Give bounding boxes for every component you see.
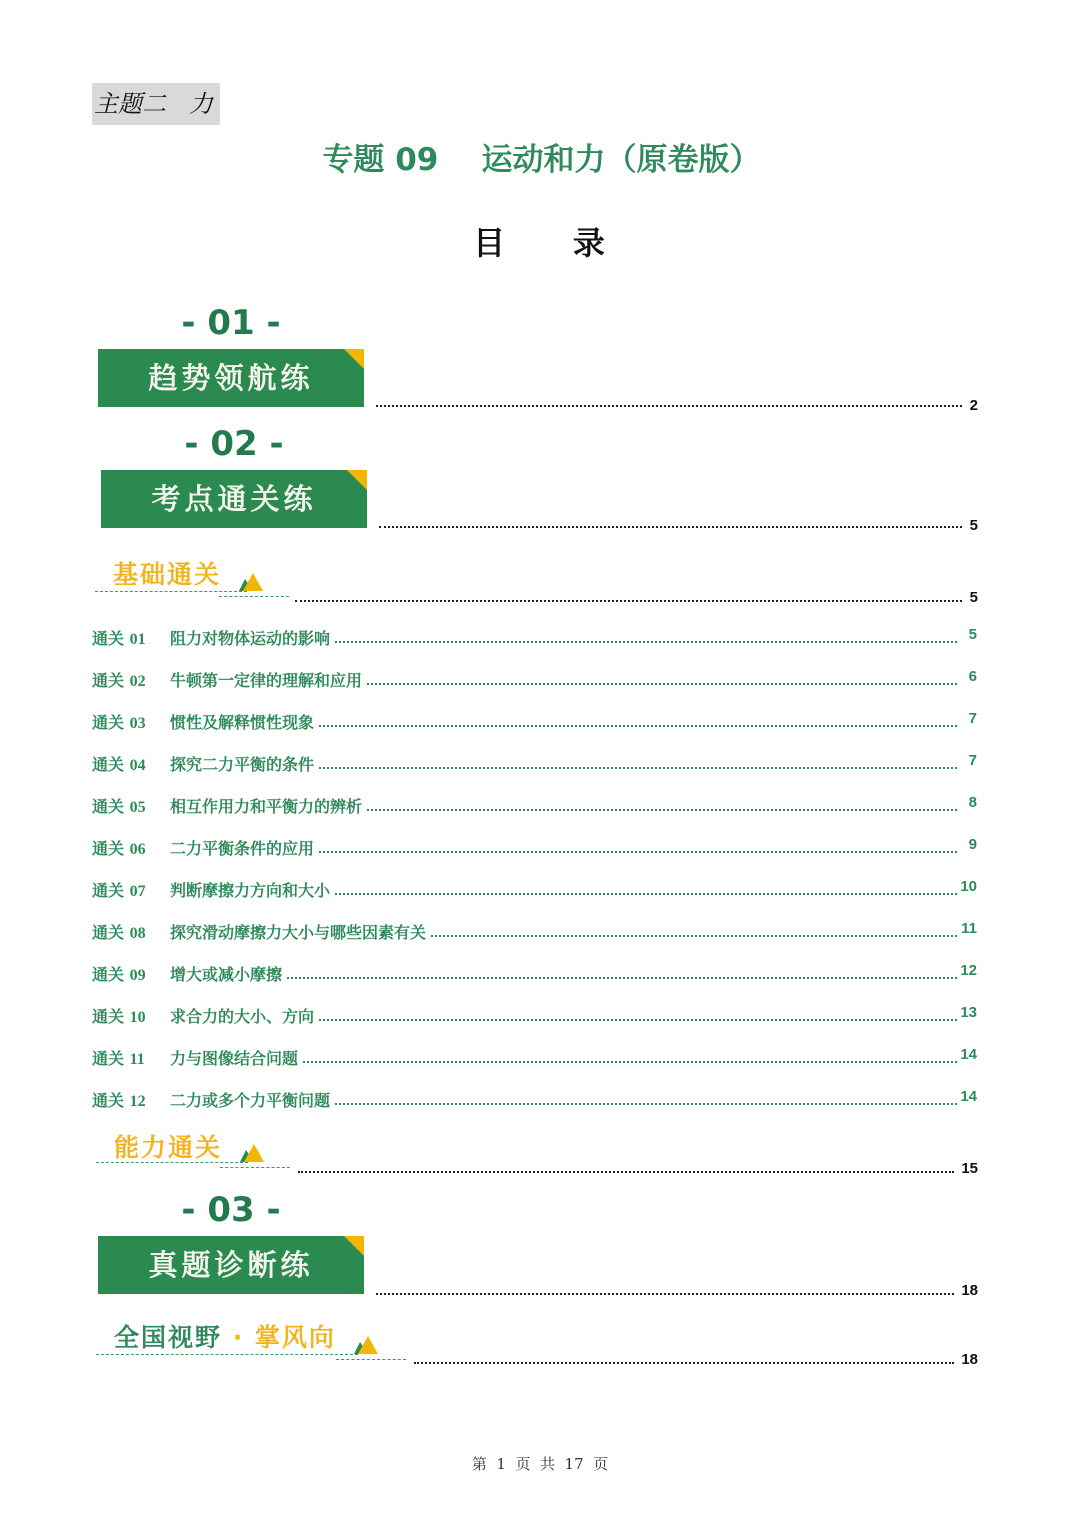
- entry-code: 通关 09: [92, 965, 146, 984]
- toc-entry[interactable]: [92, 752, 977, 776]
- toc-heading: 目 录: [473, 224, 607, 262]
- toc-entry[interactable]: [92, 920, 977, 944]
- toc-subsection-national[interactable]: [96, 1316, 978, 1372]
- section-number: - 03 -: [181, 1190, 281, 1230]
- section-banner-label: 真题诊断练: [148, 1248, 314, 1282]
- entry-title: 增大或减小摩擦: [170, 962, 285, 985]
- entry-title: 探究二力平衡的条件: [170, 752, 317, 775]
- page-number: 11: [961, 920, 977, 937]
- dot-leader: [170, 977, 957, 979]
- page-number: 7: [968, 710, 977, 727]
- corner-triangle-icon: [347, 470, 367, 490]
- dot-leader: [295, 600, 962, 602]
- toc-section-02[interactable]: [101, 424, 978, 534]
- corner-triangle-icon: [344, 1236, 364, 1256]
- page-number: 6: [968, 668, 977, 685]
- entry-code: 通关 02: [92, 671, 146, 690]
- section-banner-label: 考点通关练: [151, 482, 317, 516]
- entry-code: 通关 04: [92, 755, 146, 774]
- mountain-icon: [238, 1142, 268, 1164]
- section-banner: [98, 349, 364, 407]
- mountain-icon: [237, 571, 267, 593]
- entry-code: 通关 08: [92, 923, 146, 942]
- toc-entry[interactable]: [92, 1088, 977, 1112]
- dashed-underline: [95, 591, 247, 592]
- dashed-underline: [219, 596, 289, 597]
- toc-entry[interactable]: [92, 710, 977, 734]
- entry-title: 判断摩擦力方向和大小: [170, 878, 333, 901]
- toc-entry[interactable]: [92, 626, 977, 650]
- corner-triangle-icon: [344, 349, 364, 369]
- page-number: 5: [968, 626, 977, 643]
- subsection-label: 全国视野 · 掌风向: [114, 1323, 336, 1352]
- toc-entry[interactable]: [92, 1004, 977, 1028]
- page-number: 7: [968, 752, 977, 769]
- page-number: 5: [969, 589, 978, 606]
- section-banner: [98, 1236, 364, 1294]
- dot-leader: [376, 1293, 954, 1295]
- toc-entry[interactable]: [92, 668, 977, 692]
- entry-code: 通关 12: [92, 1091, 146, 1110]
- page-number: 18: [961, 1282, 978, 1299]
- theme-tag: 主题二 力: [92, 83, 220, 125]
- page-number: 13: [960, 1004, 977, 1021]
- page-footer: 第 1 页 共 17 页: [471, 1455, 609, 1473]
- section-number: - 02 -: [184, 424, 284, 464]
- subsection-label: 基础通关: [113, 560, 222, 589]
- page-number: 12: [960, 962, 977, 979]
- entry-title: 惯性及解释惯性现象: [170, 710, 317, 733]
- dot-leader: [379, 526, 962, 528]
- section-banner-label: 趋势领航练: [148, 361, 314, 395]
- toc-subsection-basic[interactable]: [95, 553, 978, 609]
- page-number: 15: [961, 1160, 978, 1177]
- page-number: 9: [968, 836, 977, 853]
- document-title: 专题 09 运动和力（原卷版）: [322, 142, 761, 178]
- toc-entry[interactable]: [92, 836, 977, 860]
- dot-leader: [414, 1362, 954, 1364]
- entry-title: 求合力的大小、方向: [170, 1004, 317, 1027]
- section-banner: [101, 470, 367, 528]
- page-number: 14: [960, 1046, 977, 1063]
- entry-code: 通关 07: [92, 881, 146, 900]
- entry-title: 阻力对物体运动的影响: [170, 626, 333, 649]
- page-number: 18: [961, 1351, 978, 1368]
- page-number: 14: [960, 1088, 977, 1105]
- subsection-label: 能力通关: [114, 1133, 223, 1162]
- dashed-underline: [336, 1359, 406, 1360]
- dashed-underline: [96, 1162, 248, 1163]
- toc-entry[interactable]: [92, 878, 977, 902]
- mountain-icon: [352, 1334, 382, 1356]
- entry-code: 通关 01: [92, 629, 146, 648]
- entry-title: 二力或多个力平衡问题: [170, 1088, 333, 1111]
- entry-code: 通关 05: [92, 797, 146, 816]
- page-number: 2: [969, 397, 978, 414]
- entry-title: 牛顿第一定律的理解和应用: [170, 668, 365, 691]
- toc-section-03[interactable]: [98, 1190, 978, 1300]
- dot-leader: [298, 1171, 954, 1173]
- entry-title: 相互作用力和平衡力的辨析: [170, 794, 365, 817]
- entry-title: 二力平衡条件的应用: [170, 836, 317, 859]
- entry-title: 探究滑动摩擦力大小与哪些因素有关: [170, 920, 429, 943]
- dot-leader: [376, 405, 962, 407]
- entry-code: 通关 06: [92, 839, 146, 858]
- toc-section-01[interactable]: [98, 303, 978, 413]
- page-number: 5: [969, 517, 978, 534]
- toc-entry[interactable]: [92, 794, 977, 818]
- dashed-underline: [220, 1167, 290, 1168]
- dashed-underline: [96, 1354, 358, 1355]
- toc-entry[interactable]: [92, 962, 977, 986]
- entry-title: 力与图像结合问题: [170, 1046, 301, 1069]
- entry-code: 通关 11: [92, 1049, 145, 1068]
- page-number: 8: [968, 794, 977, 811]
- page-number: 10: [960, 878, 977, 895]
- toc-entry[interactable]: [92, 1046, 977, 1070]
- toc-subsection-ability[interactable]: [96, 1126, 978, 1182]
- entry-code: 通关 03: [92, 713, 146, 732]
- section-number: - 01 -: [181, 303, 281, 343]
- entry-code: 通关 10: [92, 1007, 146, 1026]
